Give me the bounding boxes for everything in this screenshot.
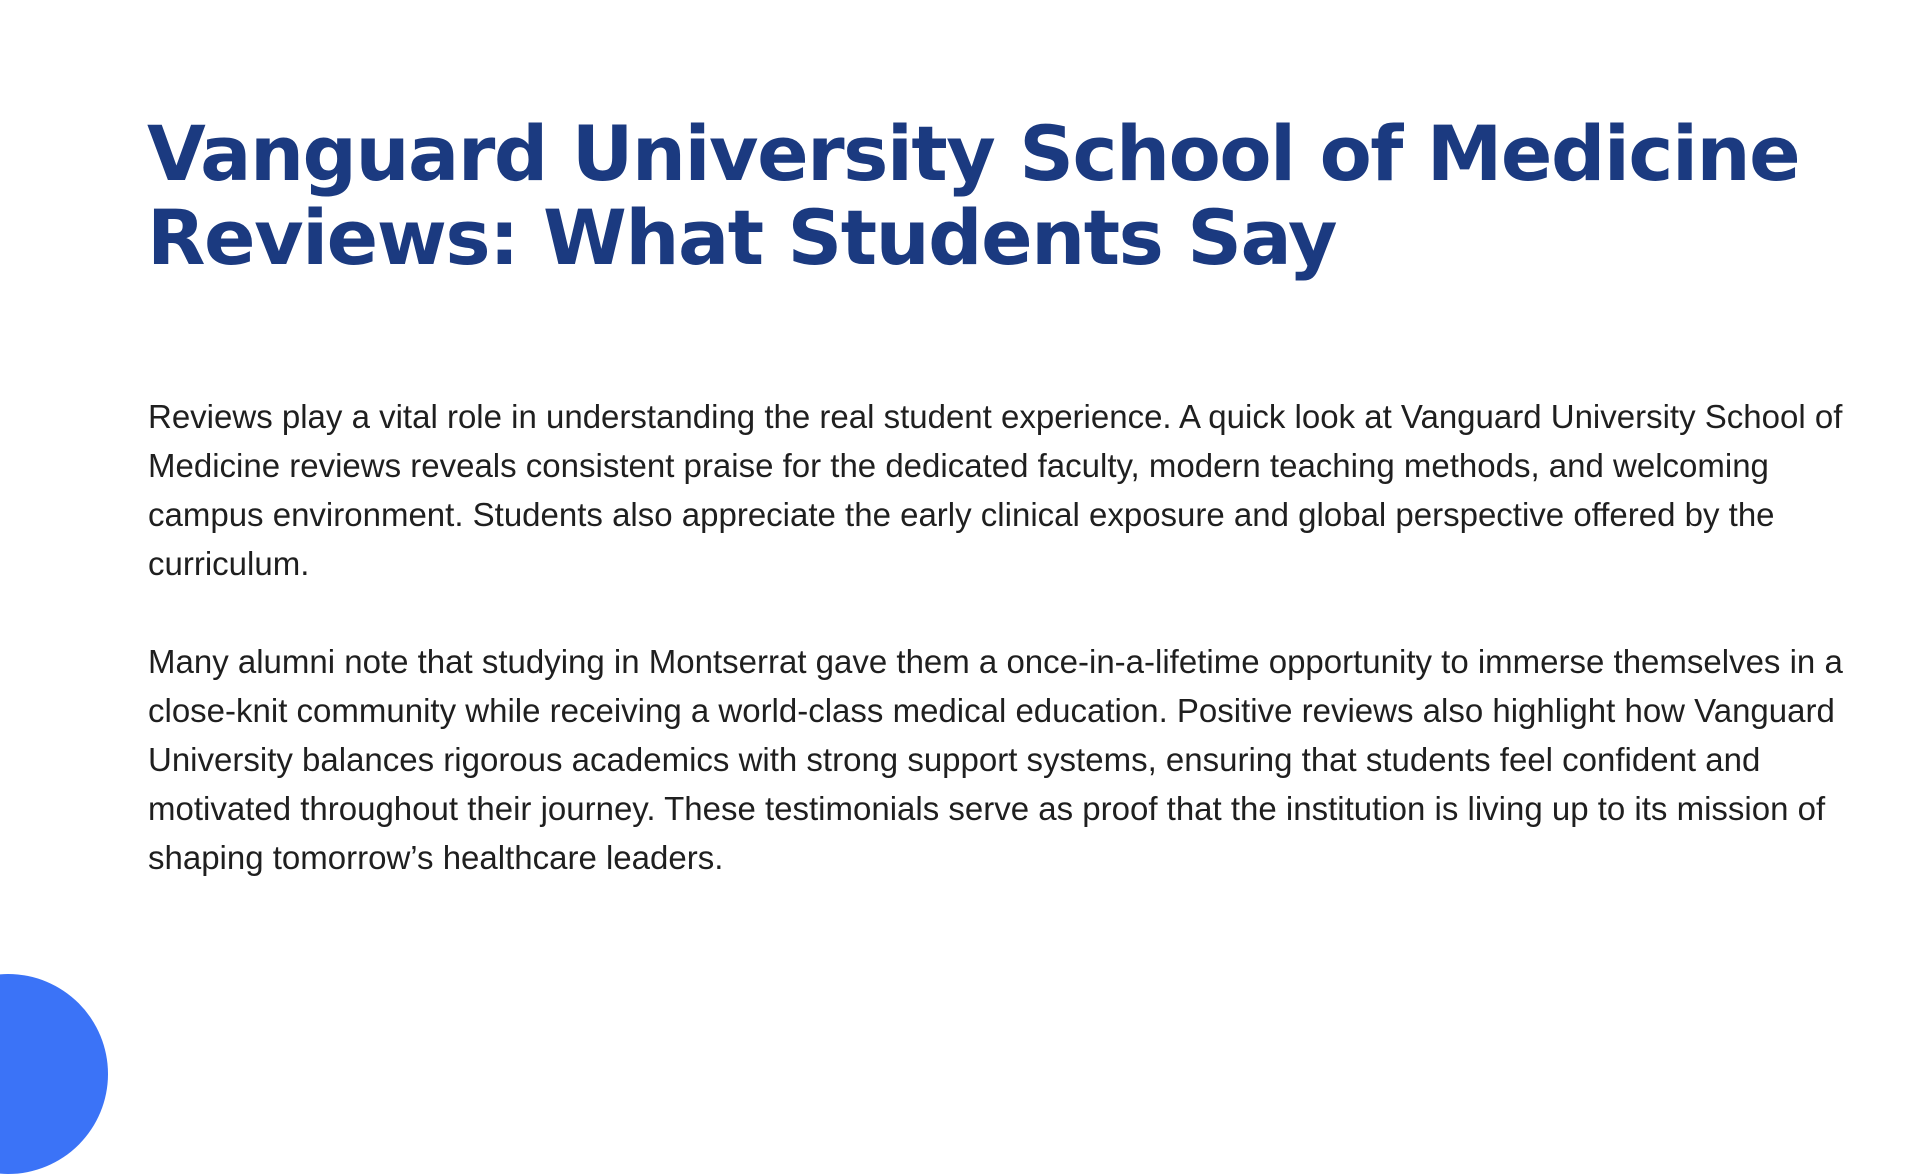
decorative-corner-circle (0, 974, 108, 1174)
body-paragraph-1: Reviews play a vital role in understanding the real student experience. A quick look at Vanguard University School of Medicine reviews reveals consistent praise for the dedicated faculty, modern teaching methods, and welcoming campus environment. Students also appreciate the early clinical exposure and global perspective offered by the curriculum. (148, 398, 1843, 582)
slide-title: Vanguard University School of Medicine Reviews: What Students Say (147, 109, 1800, 282)
slide-body (148, 392, 1848, 931)
body-paragraph-2: Many alumni note that studying in Montserrat gave them a once-in-a-lifetime opportunity to immerse themselves in a close-knit community while receiving a world-class medical education. Positive reviews also highlight how Vanguard University balances rigorous academics with strong support systems, ensuring that students feel confident and motivated throughout their journey. These testimonials serve as proof that the institution is living up to its mission of shaping tomorrow’s healthcare leaders. (148, 643, 1843, 876)
